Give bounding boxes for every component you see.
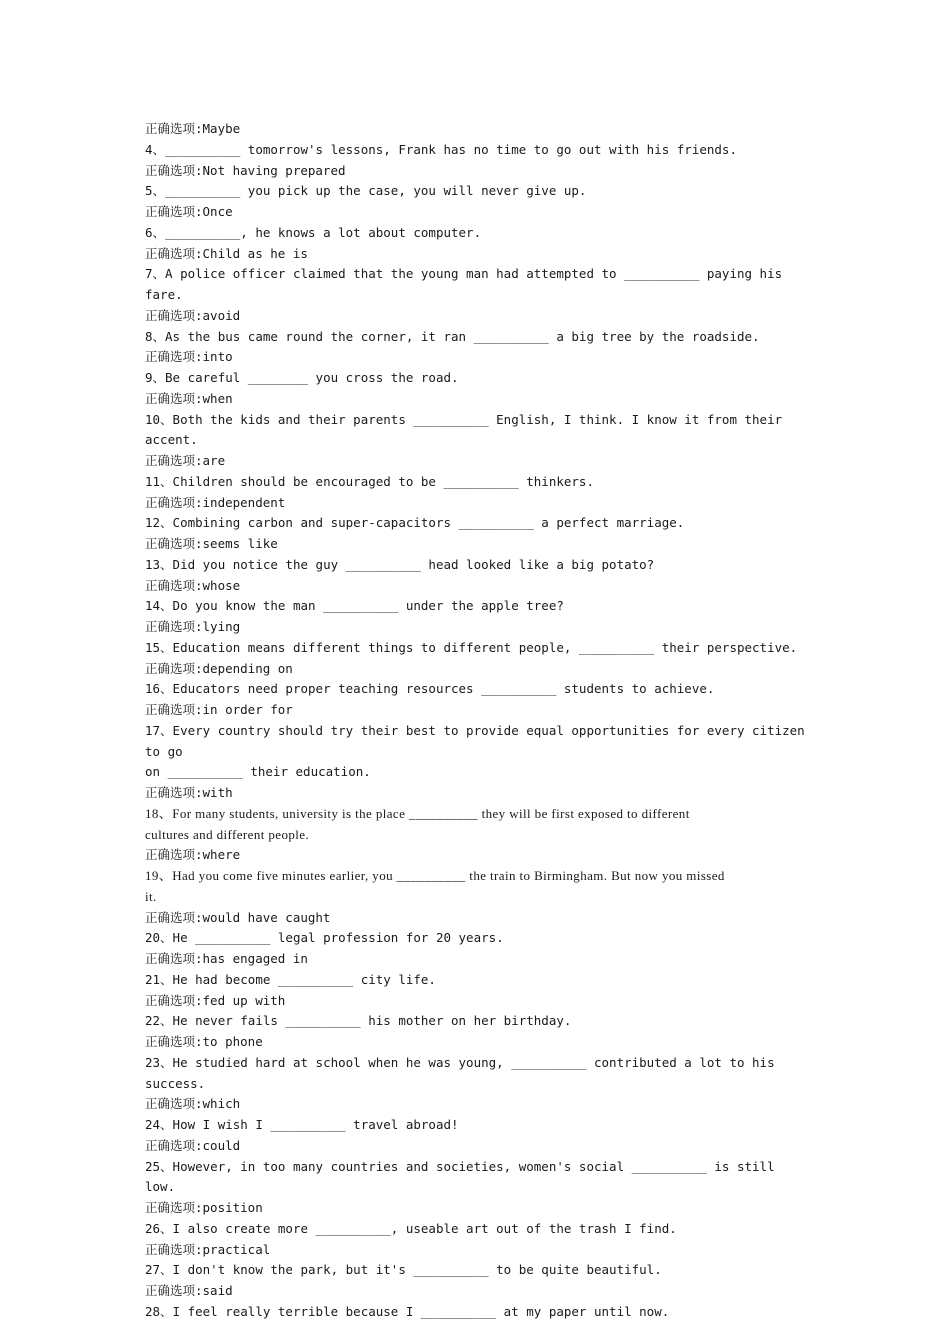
answer-line: 正确选项:seems like [145,536,278,551]
answer-line: 正确选项:depending on [145,660,293,676]
question-line: 11、Children should be encouraged to be __________ thinkers. [145,473,594,489]
question-line: 19、Had you come five minutes earlier, you __________ the train to Birmingham. But now you missed [145,868,725,883]
answer-line: 正确选项:could [145,1137,241,1153]
question-line: 23、He studied hard at school when he was young, __________ contributed a lot to his success. [145,1054,783,1091]
answer-line: 正确选项:with [145,785,233,800]
answer-line: 正确选项:position [145,1200,263,1215]
answer-line: 正确选项:Once [145,204,233,219]
question-line: 9、Be careful ________ you cross the road. [145,370,459,385]
question-line: 8、As the bus came round the corner, it ran __________ a big tree by the roadside. [145,328,760,344]
answer-line: 正确选项:Not having prepared [145,162,346,178]
answer-line: 正确选项:to phone [145,1034,263,1049]
question-line: 28、I feel really terrible because I __________ at my paper until now. [145,1303,670,1319]
answer-line: 正确选项:where [145,847,241,863]
question-line: 22、He never fails __________ his mother on her birthday. [145,1013,572,1029]
answer-line: 正确选项:which [145,1096,241,1112]
answer-line: 正确选项:Maybe [145,121,241,136]
question-line: 7、A police officer claimed that the young man had attempted to __________ paying his fare. [145,266,790,302]
question-line: 13、Did you notice the guy __________ head looked like a big potato? [145,556,655,572]
question-line: 26、I also create more __________, useable art out of the trash I find. [145,1220,677,1236]
question-line: 18、For many students, university is the place __________ they will be first exposed to different [145,805,690,821]
question-line: 5、__________ you pick up the case, you will never give up. [145,183,587,199]
question-line-continued: on __________ their education. [145,764,371,780]
answer-line: 正确选项:whose [145,577,241,593]
answer-line: 正确选项:are [145,453,226,468]
question-line: 20、He __________ legal profession for 20 years. [145,930,504,946]
answer-line: 正确选项:into [145,349,233,365]
answer-line: 正确选项:would have caught [145,909,331,925]
answer-line: 正确选项:practical [145,1241,271,1257]
question-line: 24、How I wish I __________ travel abroad! [145,1117,459,1132]
answer-line: 正确选项:lying [145,619,241,634]
answer-line: 正确选项:fed up with [145,992,286,1008]
question-list [145,119,813,1323]
answer-line: 正确选项:avoid [145,307,241,323]
question-line: 25、However, in too many countries and societies, women's social __________ is still low. [145,1158,783,1195]
question-line: 16、Educators need proper teaching resources __________ students to achieve. [145,681,715,697]
question-line: 6、__________, he knows a lot about computer. [145,224,482,240]
question-line: 4、__________ tomorrow's lessons, Frank has no time to go out with his friends. [145,141,737,157]
question-line: 27、I don't know the park, but it's __________ to be quite beautiful. [145,1262,662,1278]
question-line-continued: it. [145,888,157,904]
question-line-continued: cultures and different people. [145,826,310,842]
question-line: 14、Do you know the man __________ under the apple tree? [145,598,564,614]
answer-line: 正确选项:independent [145,494,286,510]
answer-line: 正确选项:Child as he is [145,245,308,261]
answer-line: 正确选项:has engaged in [145,951,308,966]
answer-line: 正确选项:said [145,1283,233,1298]
question-line: 21、He had become __________ city life. [145,971,436,987]
answer-line: 正确选项:in order for [145,702,293,717]
question-line: 12、Combining carbon and super-capacitors __________ a perfect marriage. [145,515,685,531]
answer-line: 正确选项:when [145,390,233,406]
question-line: 15、Education means different things to different people, __________ their perspective. [145,639,798,655]
question-line: 17、Every country should try their best to provide equal opportunities for every citizen to go [145,722,813,759]
question-line: 10、Both the kids and their parents __________ English, I think. I know it from their accent. [145,411,790,448]
